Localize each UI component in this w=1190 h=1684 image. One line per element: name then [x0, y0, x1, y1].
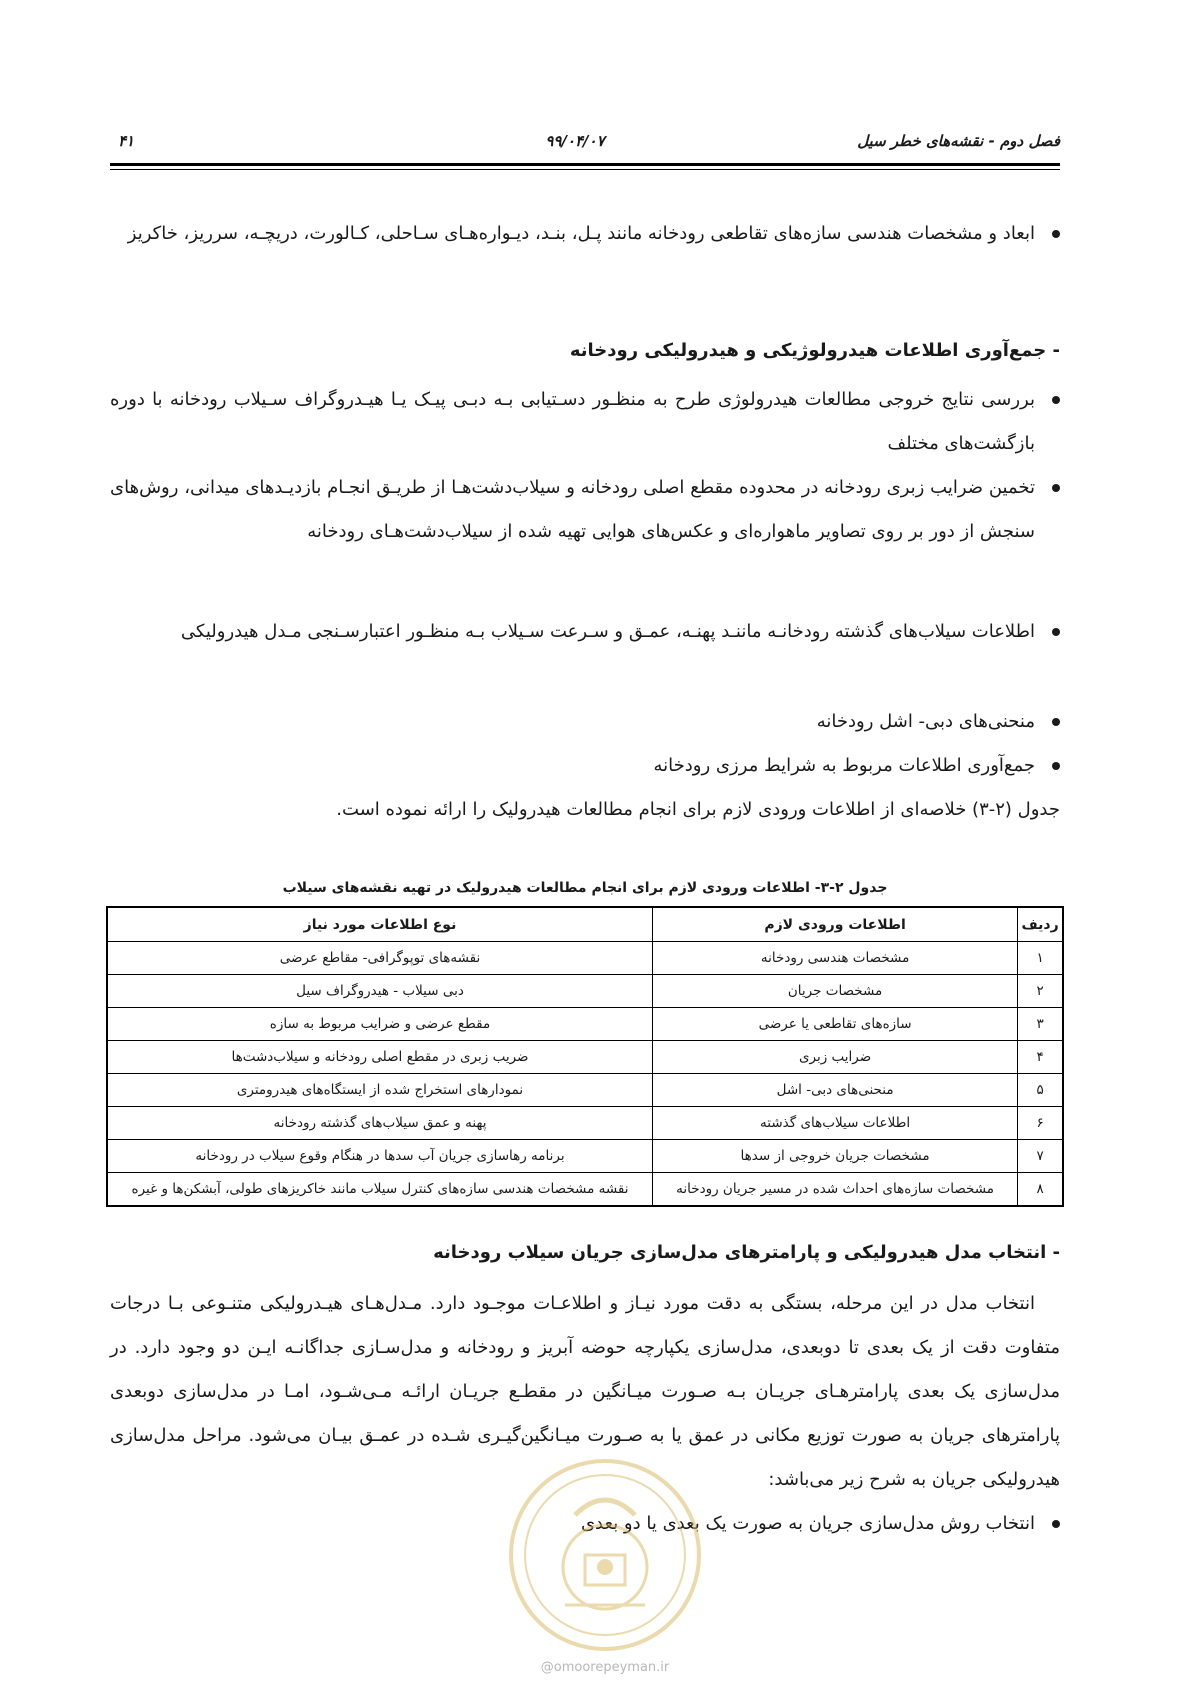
needed-info: نمودارهای استخراج شده از ایستگاه‌های هیدرومتری: [107, 1074, 653, 1107]
watermark-url: @omoorepeyman.ir: [540, 1660, 670, 1675]
list-item-text: انتخاب روش مدل‌سازی جریان به صورت یک بعدی یا دو بعدی: [580, 1513, 1035, 1534]
needed-info: مقطع عرضی و ضرایب مربوط به سازه: [107, 1008, 653, 1041]
list-item: [110, 466, 1060, 554]
required-input: سازه‌های تقاطعی یا عرضی: [653, 1008, 1018, 1041]
required-input: مشخصات هندسی رودخانه: [653, 942, 1018, 975]
list-item-text: منحنی‌های دبی- اشل رودخانه: [816, 711, 1035, 732]
required-input: مشخصات سازه‌های احداث شده در مسیر جریان رودخانه: [653, 1173, 1018, 1207]
bullet-icon: [1052, 1520, 1060, 1528]
page-number: ۴۱: [118, 132, 135, 150]
table-row: [107, 1140, 1063, 1173]
bullet-icon: [1052, 762, 1060, 770]
required-input: اطلاعات سیلاب‌های گذشته: [653, 1107, 1018, 1140]
body-paragraph: انتخاب مدل در این مرحله، بستگی به دقت مورد نیـاز و اطلاعـات موجـود دارد. مـدل‌هـای هیـدرولیکی متنـوعی بـا درجات متفاوت دقت از یک بعدی تا دوبعدی، مدل‌سازی یکپارچه حوضه آبریز و رودخانه و مدل‌سـازی جداگانـه ایـن دو وجود دارد. در مدل‌سازی یک بعدی پارامترهـای جریـان بـه صـورت میـانگین در مقطـع جریـان ارائـه مـی‌شـود، امـا در مدل‌سازی دوبعدی پارامترهای جریان به صورت توزیع مکانی در عمق یا به صـورت میـانگین‌گیـری شـده در عمـق بیـان می‌شود. مراحل مدل‌سازی هیدرولیکی جریان به شرح زیر می‌باشد:: [110, 1293, 1060, 1490]
header-rule-thin: [110, 169, 1060, 170]
needed-info: نقشه مشخصات هندسی سازه‌های کنترل سیلاب مانند خاکریزهای طولی، آبشکن‌ها و غیره: [107, 1173, 653, 1207]
table-row: [107, 975, 1063, 1008]
column-header: اطلاعات ورودی لازم: [653, 907, 1018, 942]
publisher-seal-watermark: [505, 1455, 705, 1655]
list-item: [110, 744, 1060, 788]
header-rule-thick: [110, 163, 1060, 166]
needed-info: ضریب زبری در مقطع اصلی رودخانه و سیلاب‌دشت‌ها: [107, 1041, 653, 1074]
row-index: ۴: [1018, 1041, 1063, 1074]
row-index: ۷: [1018, 1140, 1063, 1173]
list-item: [110, 700, 1060, 744]
required-input: مشخصات جریان: [653, 975, 1018, 1008]
needed-info: دبی سیلاب - هیدروگراف سیل: [107, 975, 653, 1008]
row-index: ۳: [1018, 1008, 1063, 1041]
table-row: [107, 1008, 1063, 1041]
needed-info: نقشه‌های توپوگرافی- مقاطع عرضی: [107, 942, 653, 975]
document-date: ۹۹/۰۴/۰۷: [545, 132, 605, 150]
list-item-text: جمع‌آوری اطلاعات مربوط به شرایط مرزی رودخانه: [653, 755, 1035, 776]
list-item: [110, 212, 1060, 256]
bullet-icon: [1052, 230, 1060, 238]
section-heading: - جمع‌آوری اطلاعات هیدرولوژیکی و هیدرولیکی رودخانه: [569, 340, 1060, 361]
table-header-row: [107, 907, 1063, 942]
required-input: مشخصات جریان خروجی از سدها: [653, 1140, 1018, 1173]
table-row: [107, 1041, 1063, 1074]
table-row: [107, 942, 1063, 975]
required-input: منحنی‌های دبی- اشل: [653, 1074, 1018, 1107]
list-item: [110, 378, 1060, 466]
list-item: [110, 610, 1060, 654]
table-intro: جدول (۲-۳) خلاصه‌ای از اطلاعات ورودی لازم برای انجام مطالعات هیدرولیک را ارائه نموده است.: [336, 799, 1060, 820]
row-index: ۸: [1018, 1173, 1063, 1207]
list-item-text: بررسی نتایج خروجی مطالعات هیدرولوژی طرح به منظـور دسـتیابی بـه دبـی پیـک یـا هیـدروگراف سـیلاب رودخانه با دوره بازگشت‌های مختلف: [110, 389, 1035, 454]
list-item-text: ابعاد و مشخصات هندسی سازه‌های تقاطعی رودخانه مانند پـل، بنـد، دیـواره‌هـای سـاحلی، کـالورت، دریچـه، سرریز، خاکریز: [127, 223, 1035, 244]
list-item-text: تخمین ضرایب زبری رودخانه در محدوده مقطع اصلی رودخانه و سیلاب‌دشت‌هـا از طریـق انجـام بازدیـدهای میدانی، روش‌های سنجش از دور بر روی تصاویر ماهواره‌ای و عکس‌های هوایی تهیه شده از سیلاب‌دشت‌هـای رودخانه: [110, 477, 1035, 542]
info-table: [106, 906, 1064, 1207]
bullet-icon: [1052, 628, 1060, 636]
table-row: [107, 1074, 1063, 1107]
table-caption: جدول ۲-۳- اطلاعات ورودی لازم برای انجام مطالعات هیدرولیک در تهیه نقشه‌های سیلاب: [282, 880, 888, 896]
needed-info: برنامه رهاسازی جریان آب سدها در هنگام وقوع سیلاب در رودخانه: [107, 1140, 653, 1173]
list-item-text: اطلاعات سیلاب‌های گذشته رودخانـه ماننـد پهنـه، عمـق و سـرعت سـیلاب بـه منظـور اعتبارسـنجی مـدل هیدرولیکی: [180, 621, 1035, 642]
bullet-icon: [1052, 484, 1060, 492]
page-header: [110, 126, 1060, 156]
table-row: [107, 1107, 1063, 1140]
bullet-icon: [1052, 396, 1060, 404]
row-index: ۲: [1018, 975, 1063, 1008]
bullet-icon: [1052, 718, 1060, 726]
chapter-title: فصل دوم - نقشه‌های خطر سیل: [857, 132, 1060, 150]
needed-info: پهنه و عمق سیلاب‌های گذشته رودخانه: [107, 1107, 653, 1140]
required-input: ضرایب زبری: [653, 1041, 1018, 1074]
table-row: [107, 1173, 1063, 1207]
row-index: ۱: [1018, 942, 1063, 975]
column-header: نوع اطلاعات مورد نیاز: [107, 907, 653, 942]
column-header: ردیف: [1018, 907, 1063, 942]
section-heading: - انتخاب مدل هیدرولیکی و پارامترهای مدل‌سازی جریان سیلاب رودخانه: [433, 1242, 1060, 1263]
row-index: ۶: [1018, 1107, 1063, 1140]
row-index: ۵: [1018, 1074, 1063, 1107]
